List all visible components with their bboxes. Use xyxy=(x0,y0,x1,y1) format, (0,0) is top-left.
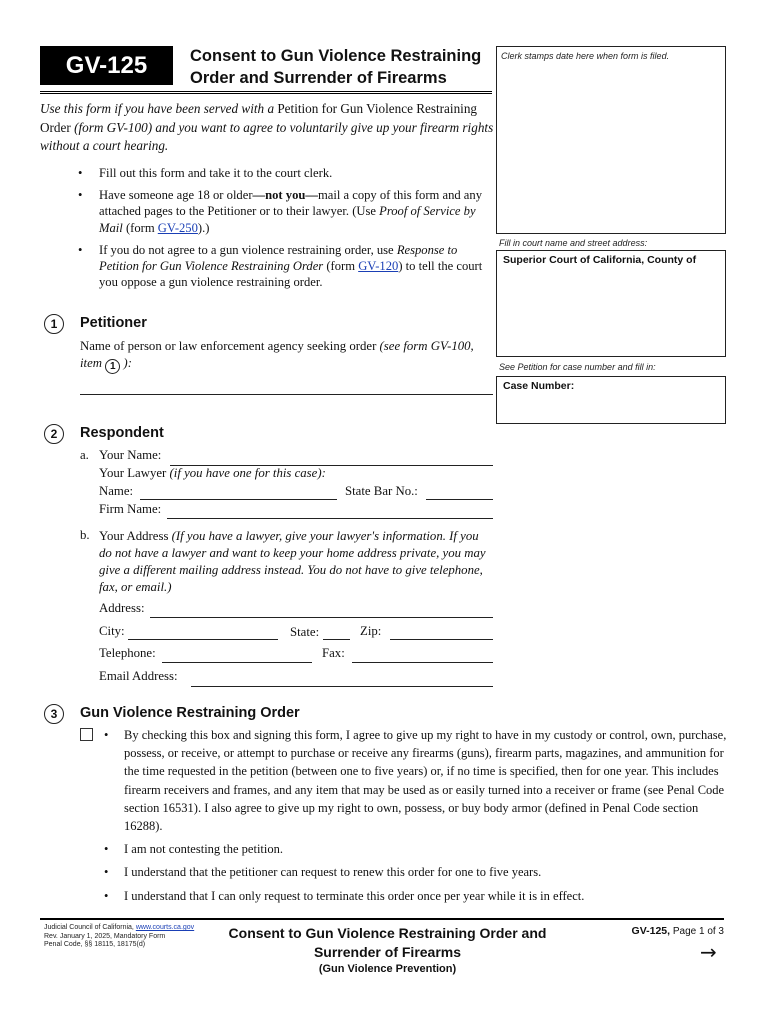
section-2-title: Respondent xyxy=(80,425,164,441)
case-number-label: Case Number: xyxy=(503,380,575,392)
gv-250-link[interactable]: GV-250 xyxy=(157,220,198,235)
footer-council: Judicial Council of California, www.courts.ca.gov xyxy=(44,924,195,931)
bullet-icon: • xyxy=(78,188,83,203)
address-field[interactable] xyxy=(150,617,493,618)
instruction-form-name: Proof of Service by Mail xyxy=(99,204,476,235)
court-name-label: Superior Court of California, County of xyxy=(503,254,697,266)
address-label: Address: xyxy=(99,601,145,615)
intro-text-b: (form GV-100) and you want to agree to voluntarily give up your firearm rights without a court hearing. xyxy=(40,119,494,153)
consent-statement xyxy=(104,887,729,905)
email-label: Email Address: xyxy=(99,669,178,683)
consent-checkbox[interactable] xyxy=(80,728,93,741)
instruction-text: Have someone age 18 or older xyxy=(99,188,253,203)
intro-text-a: Use this form if you have been served with a xyxy=(40,101,278,116)
footer-title-line1: Consent to Gun Violence Restraining Order and xyxy=(228,925,547,941)
city-label: City: xyxy=(99,624,125,638)
bullet-icon: • xyxy=(104,728,109,742)
state-bar-label: State Bar No.: xyxy=(345,484,418,498)
intro-paragraph xyxy=(40,100,495,156)
telephone-field[interactable] xyxy=(162,662,312,663)
your-lawyer-note: (if you have one for this case): xyxy=(169,466,326,480)
firm-name-label: Firm Name: xyxy=(99,502,162,516)
instruction-text: ).) xyxy=(197,220,210,235)
clerk-stamp-caption: Clerk stamps date here when form is filed. xyxy=(501,51,670,61)
instruction-text: Fill out this form and take it to the court clerk. xyxy=(99,166,333,180)
consent-statement xyxy=(104,726,729,835)
zip-label: Zip: xyxy=(360,624,382,638)
bullet-icon: • xyxy=(78,242,83,257)
form-title xyxy=(190,45,481,89)
courts-website-link[interactable]: www.courts.ca.gov xyxy=(135,924,195,931)
state-bar-field[interactable] xyxy=(426,499,493,500)
consent-statement xyxy=(104,863,729,881)
consent-statement-text: I understand that the petitioner can request to renew this order for one to five years. xyxy=(124,865,542,880)
your-name-label: Your Name: xyxy=(99,448,162,462)
consent-statement xyxy=(104,840,729,858)
address-heading: Your Address xyxy=(99,529,172,543)
petitioner-name-field[interactable] xyxy=(80,394,493,395)
footer-citation xyxy=(44,924,194,950)
next-page-arrow-icon[interactable]: → xyxy=(700,940,717,964)
instruction-item xyxy=(78,187,498,236)
item-1-ref-icon: 1 xyxy=(105,359,120,374)
section-1-desc-note: (see form GV-100, item 1 ): xyxy=(80,339,474,372)
consent-statements xyxy=(104,726,729,910)
fax-field[interactable] xyxy=(352,662,493,663)
section-1-title: Petitioner xyxy=(80,315,147,331)
your-lawyer-label: Your Lawyer (if you have one for this case): xyxy=(99,466,326,480)
footer-rule xyxy=(40,918,724,920)
section-1-description xyxy=(80,338,480,374)
state-field[interactable] xyxy=(323,639,350,640)
fax-label: Fax: xyxy=(322,646,345,660)
case-number-field[interactable] xyxy=(496,376,726,424)
footer-page-number: Page 1 of 3 xyxy=(670,926,724,937)
firm-name-field[interactable] xyxy=(167,518,493,519)
section-3-title: Gun Violence Restraining Order xyxy=(80,705,300,721)
footer-title xyxy=(210,924,565,977)
footer-page-info xyxy=(600,925,724,937)
section-3-number: 3 xyxy=(44,704,64,724)
address-note: (If you have a lawyer, give your lawyer's information. If you do not have a lawyer and want to keep your home address private, you may give a different mailing address instead. You do not have to give telephone, fax, or email.) xyxy=(99,529,486,594)
section-2-number: 2 xyxy=(44,424,64,444)
consent-statement-text: I am not contesting the petition. xyxy=(124,842,283,857)
instruction-text: mail a copy of this form and any attached pages to the Petitioner or to their lawyer. (Use xyxy=(99,188,482,219)
court-name-caption: Fill in court name and street address: xyxy=(499,238,648,248)
item-a-marker: a. xyxy=(80,448,89,462)
header-rule xyxy=(40,91,492,94)
section-1-desc-text: Name of person or law enforcement agency seeking order xyxy=(80,339,380,353)
consent-statement-text: I understand that I can only request to terminate this order once per year while it is in effect. xyxy=(124,888,585,903)
instruction-text: ) to tell the court you oppose a gun violence restraining order. xyxy=(99,259,483,290)
instruction-text: If you do not agree to a gun violence restraining order, use xyxy=(99,242,397,257)
state-label: State: xyxy=(290,625,320,639)
form-title-line1: Consent to Gun Violence Restraining xyxy=(190,47,482,65)
form-id-badge: GV-125 xyxy=(40,46,173,85)
lawyer-name-label: Name: xyxy=(99,484,134,498)
intro-text-petition: Petition for Gun Violence Restraining Order xyxy=(40,101,478,135)
case-number-caption: See Petition for case number and fill in: xyxy=(499,362,656,372)
section-1-number: 1 xyxy=(44,314,64,334)
instruction-item xyxy=(78,165,498,181)
instruction-item xyxy=(78,242,498,291)
footer-form-id: GV-125, xyxy=(631,925,671,937)
zip-field[interactable] xyxy=(390,639,493,640)
footer-subtitle: (Gun Violence Prevention) xyxy=(318,963,457,975)
instruction-emphasis: —not you— xyxy=(252,188,318,203)
footer-penal-code: Penal Code, §§ 18115, 18175(d) xyxy=(44,941,146,949)
instruction-text: (form xyxy=(323,259,359,274)
city-field[interactable] xyxy=(128,639,278,640)
bullet-icon: • xyxy=(104,865,109,880)
telephone-label: Telephone: xyxy=(99,646,156,660)
bullet-icon: • xyxy=(104,842,109,857)
instruction-text: (form xyxy=(122,220,158,235)
instructions-list xyxy=(78,165,498,296)
clerk-stamp-box xyxy=(496,46,726,234)
address-instructions xyxy=(99,528,491,596)
item-b-marker: b. xyxy=(80,528,90,542)
bullet-icon: • xyxy=(104,888,109,903)
lawyer-name-field[interactable] xyxy=(140,499,337,500)
bullet-icon: • xyxy=(78,166,83,180)
form-title-line2: Order and Surrender of Firearms xyxy=(190,69,447,87)
gv-120-link[interactable]: GV-120 xyxy=(358,259,399,274)
email-field[interactable] xyxy=(191,686,493,687)
court-name-field[interactable] xyxy=(496,250,726,357)
instruction-form-name: Response to Petition for Gun Violence Restraining Order xyxy=(99,242,458,274)
footer-title-line2: Surrender of Firearms xyxy=(313,944,462,960)
consent-statement-text: By checking this box and signing this form, I agree to give up my right to have in my custody or control, own, purchase, possess, or receive, or attempt to purchase or receive any firearms (guns), firearm parts, magazines, and ammunition for the time requested in the petition (between one to five years) or, if no time is specified, then for one year. This includes firearm receivers and frames, and any item that may be used as or easily turned into a receiver or frame (see Penal Code section 16531). I also agree to give up my right to own, possess, or buy body armor (defined in Penal Code section 16288). xyxy=(124,728,727,834)
footer-revision: Rev. January 1, 2025, Mandatory Form xyxy=(44,932,166,940)
